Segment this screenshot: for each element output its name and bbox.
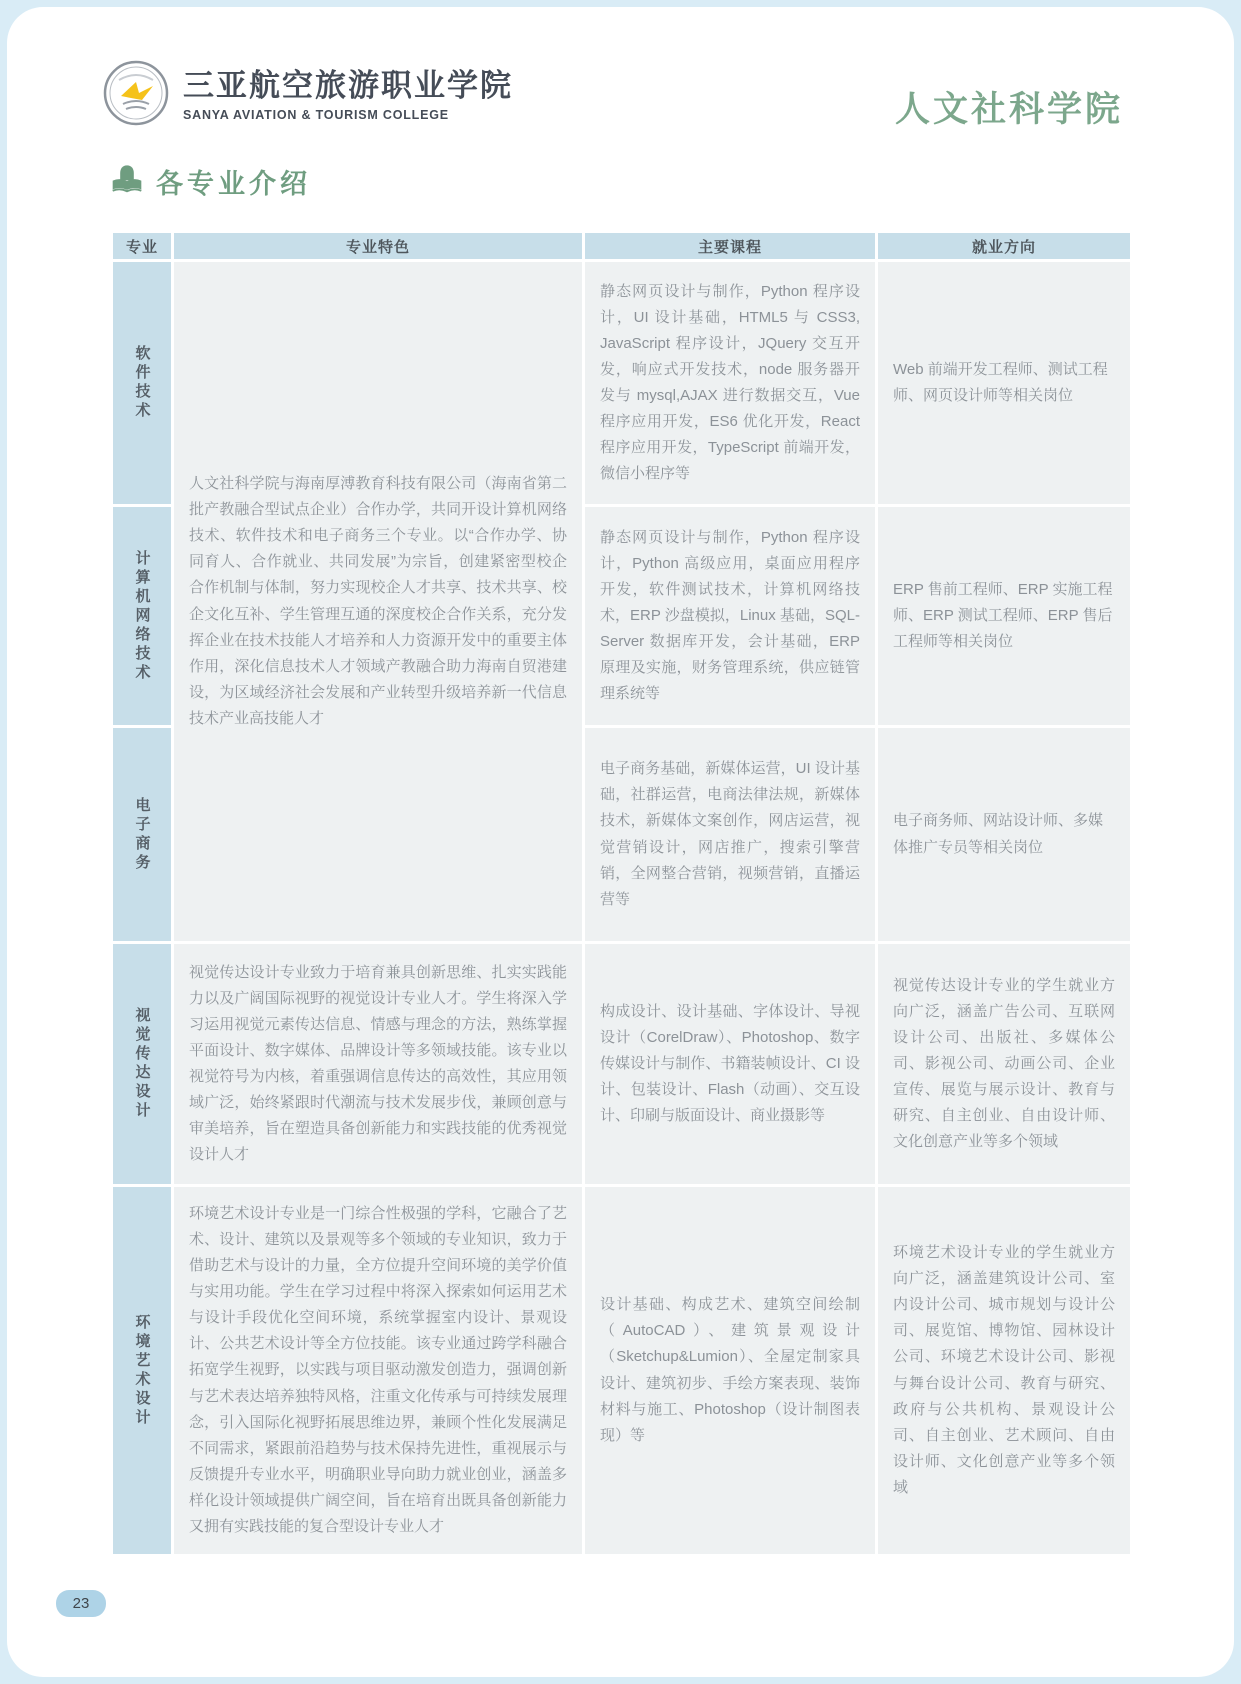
section-title: 各专业介绍 [156, 169, 311, 199]
careers-environment-art: 环境艺术设计专业的学生就业方向广泛，涵盖建筑设计公司、室内设计公司、城市规划与设计公司、展览馆、博物馆、园林设计公司、环境艺术设计公司、影视与舞台设计公司、教育与研究、政府与公共机构、景观设计公司、自主创业、艺术顾问、自由设计师、文化创意产业等多个领域 [878, 1187, 1130, 1554]
courses-visual-design: 构成设计、设计基础、字体设计、导视设计（CorelDraw）、Photoshop、数字传媒设计与制作、书籍装帧设计、CI 设计、包装设计、Flash（动画）、交互设计、印刷与版面设计、商业摄影等 [585, 944, 875, 1184]
major-label-network: 计算机网络技术 [113, 507, 171, 725]
college-logo [103, 60, 513, 131]
major-label-software: 软件技术 [113, 262, 171, 504]
courses-software: 静态网页设计与制作，Python 程序设计，UI 设计基础，HTML5 与 CSS3, JavaScript 程序设计，JQuery 交互开发，响应式开发技术，node 服务器开发与 mysql,AJAX 进行数据交互，Vue 程序应用开发，ES6 优化开发，React 程序应用开发，TypeScript 前端开发，微信小程序等 [585, 262, 875, 504]
col-header-courses: 主要课程 [585, 233, 875, 259]
department-title: 人文社科学院 [894, 90, 1123, 129]
college-name-en: SANYA AVIATION & TOURISM COLLEGE [183, 107, 449, 122]
careers-ecommerce: 电子商务师、网站设计师、多媒体推广专员等相关岗位 [878, 728, 1130, 941]
college-emblem-icon [103, 60, 169, 131]
col-header-feature: 专业特色 [174, 233, 582, 259]
feature-environment-art: 环境艺术设计专业是一门综合性极强的学科，它融合了艺术、设计、建筑以及景观等多个领域的专业知识，致力于借助艺术与设计的力量，全方位提升空间环境的美学价值与实用功能。学生在学习过程中将深入探索如何运用艺术与设计手段优化空间环境，系统掌握室内设计、景观设计、公共艺术设计等全方位技能。该专业通过跨学科融合拓宽学生视野，以实践与项目驱动激发创造力，强调创新与艺术表达培养独特风格，注重文化传承与可持续发展理念，引入国际化视野拓展思维边界，兼顾个性化发展满足不同需求，紧跟前沿趋势与技术保持先进性，重视展示与反馈提升专业水平，明确职业导向助力就业创业，涵盖多样化设计领域提供广阔空间，旨在培育出既具备创新能力又拥有实践技能的复合型设计专业人才 [174, 1187, 582, 1554]
major-label-ecommerce: 电子商务 [113, 728, 171, 941]
careers-visual-design: 视觉传达设计专业的学生就业方向广泛，涵盖广告公司、互联网设计公司、出版社、多媒体公司、影视公司、动画公司、企业宣传、展览与展示设计、教育与研究、自主创业、自由设计师、文化创意产业等多个领域 [878, 944, 1130, 1184]
page-number-badge: 23 [56, 1590, 106, 1617]
feature-visual-design: 视觉传达设计专业致力于培育兼具创新思维、扎实实践能力以及广阔国际视野的视觉设计专业人才。学生将深入学习运用视觉元素传达信息、情感与理念的方法，熟练掌握平面设计、数字媒体、品牌设计等多领域技能。该专业以视觉符号为内核，着重强调信息传达的高效性，其应用领域广泛，始终紧跟时代潮流与技术发展步伐，兼顾创意与审美培养，旨在塑造具备创新能力和实践技能的优秀视觉设计人才 [174, 944, 582, 1184]
careers-network: ERP 售前工程师、ERP 实施工程师、ERP 测试工程师、ERP 售后工程师等相关岗位 [878, 507, 1130, 725]
col-header-major: 专业 [113, 233, 171, 259]
courses-ecommerce: 电子商务基础，新媒体运营，UI 设计基础，社群运营，电商法律法规，新媒体技术，新媒体文案创作，网店运营，视觉营销设计，网店推广，搜索引擎营销，全网整合营销，视频营销，直播运营等 [585, 728, 875, 941]
major-label-environment-art: 环境艺术设计 [113, 1187, 171, 1554]
college-name-cn: 三亚航空旅游职业学院 [183, 68, 513, 104]
courses-network: 静态网页设计与制作，Python 程序设计，Python 高级应用，桌面应用程序开发，软件测试技术，计算机网络技术，ERP 沙盘模拟，Linux 基础，SQL-Server 数据库开发，会计基础，ERP 原理及实施，财务管理系统，供应链管理系统等 [585, 507, 875, 725]
feature-merged-it-majors: 人文社科学院与海南厚溥教育科技有限公司（海南省第二批产教融合型试点企业）合作办学，共同开设计算机网络技术、软件技术和电子商务三个专业。以“合作办学、协同育人、合作就业、共同发展”为宗旨，创建紧密型校企合作机制与体制，努力实现校企人才共享、技术共享、校企文化互补、学生管理互通的深度校企合作关系，充分发挥企业在技术技能人才培养和人力资源开发中的重要主体作用，深化信息技术人才领域产教融合助力海南自贸港建设，为区域经济社会发展和产业转型升级培养新一代信息技术产业高技能人才 [174, 262, 582, 941]
majors-table [113, 233, 1130, 1554]
major-label-visual-design: 视觉传达设计 [113, 944, 171, 1184]
section-heading [110, 162, 311, 201]
book-icon [110, 164, 144, 199]
careers-software: Web 前端开发工程师、测试工程师、网页设计师等相关岗位 [878, 262, 1130, 504]
col-header-careers: 就业方向 [878, 233, 1130, 259]
college-name-block [183, 69, 513, 121]
courses-environment-art: 设计基础、构成艺术、建筑空间绘制（AutoCAD）、建筑景观设计（Sketchup&Lumion）、全屋定制家具设计、建筑初步、手绘方案表现、装饰材料与施工、Photoshop（设计制图表现）等 [585, 1187, 875, 1554]
